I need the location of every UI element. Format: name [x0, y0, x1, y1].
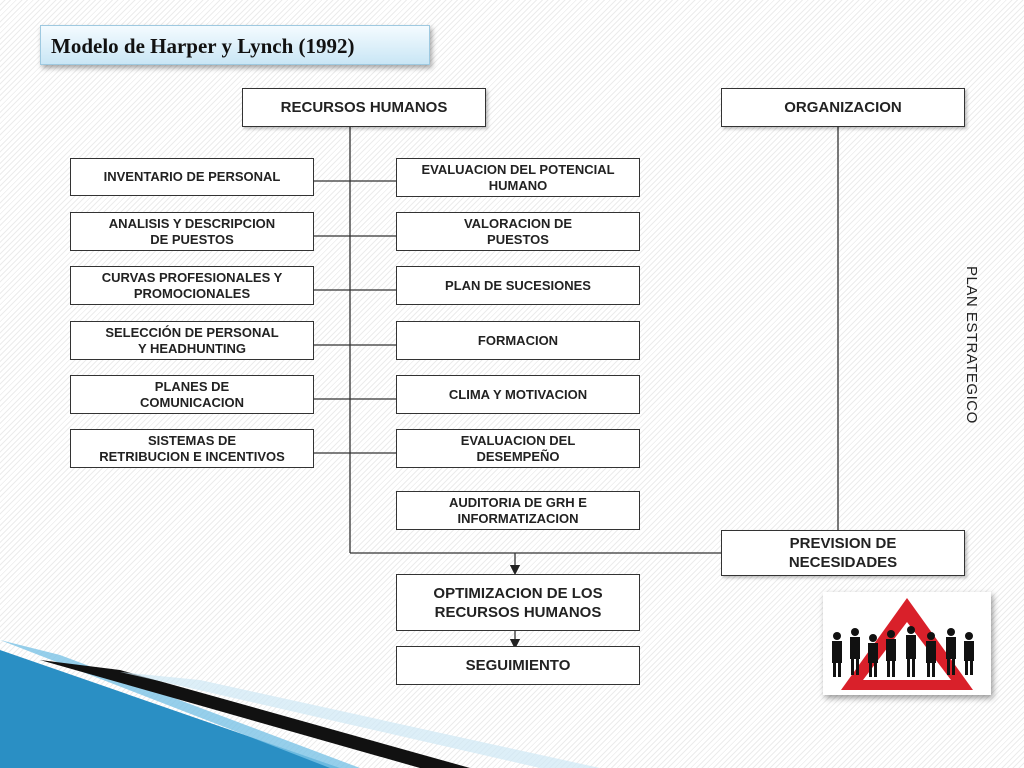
left-box-curvas: CURVAS PROFESIONALES Y PROMOCIONALES	[70, 266, 314, 305]
right-box-evaluacion-desempeno: EVALUACION DEL DESEMPEÑO	[396, 429, 640, 468]
left-box-inventario: INVENTARIO DE PERSONAL	[70, 158, 314, 196]
left-box-seleccion: SELECCIÓN DE PERSONAL Y HEADHUNTING	[70, 321, 314, 360]
right-box-formacion: FORMACION	[396, 321, 640, 360]
organizacion-box: ORGANIZACION	[721, 88, 965, 127]
right-box-sucesiones: PLAN DE SUCESIONES	[396, 266, 640, 305]
seguimiento-box: SEGUIMIENTO	[396, 646, 640, 685]
right-box-auditoria: AUDITORIA DE GRH E INFORMATIZACION	[396, 491, 640, 530]
left-box-sistemas: SISTEMAS DE RETRIBUCION E INCENTIVOS	[70, 429, 314, 468]
optimizacion-box: OPTIMIZACION DE LOS RECURSOS HUMANOS	[396, 574, 640, 631]
right-box-evaluacion-potencial: EVALUACION DEL POTENCIAL HUMANO	[396, 158, 640, 197]
slide-title: Modelo de Harper y Lynch (1992)	[40, 25, 430, 65]
plan-estrategico-label: PLAN ESTRATEGICO	[963, 266, 980, 424]
left-box-analisis: ANALISIS Y DESCRIPCION DE PUESTOS	[70, 212, 314, 251]
left-box-planes: PLANES DE COMUNICACION	[70, 375, 314, 414]
prevision-box: PREVISION DE NECESIDADES	[721, 530, 965, 576]
right-box-clima: CLIMA Y MOTIVACION	[396, 375, 640, 414]
warning-image	[823, 592, 991, 695]
recursos-humanos-box: RECURSOS HUMANOS	[242, 88, 486, 127]
right-box-valoracion: VALORACION DE PUESTOS	[396, 212, 640, 251]
